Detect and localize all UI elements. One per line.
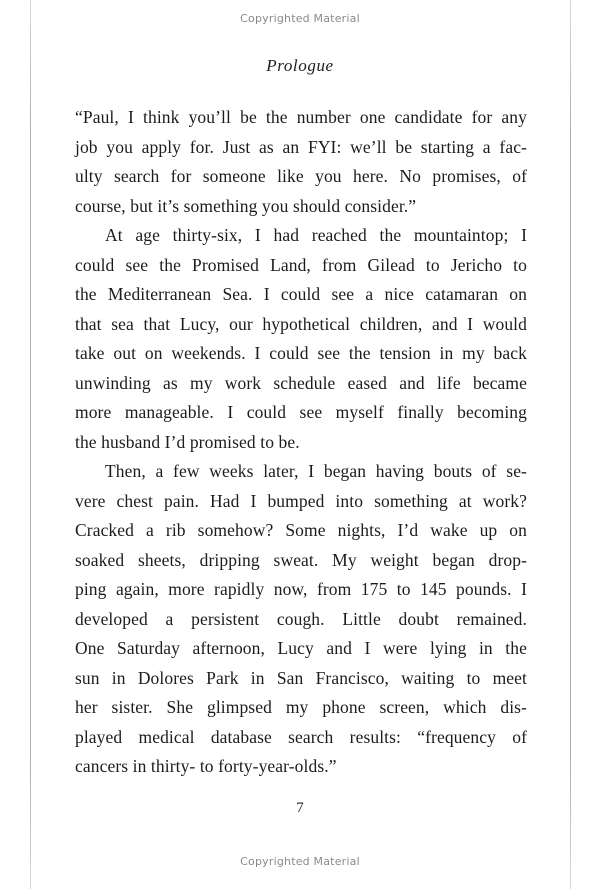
chapter-title: Prologue (266, 56, 334, 75)
paragraph (75, 457, 527, 782)
text-line: take out on weekends. I could see the tension in my back (75, 343, 527, 363)
text-line: cancers in thirty- to forty-year-olds.” (75, 756, 337, 776)
text-line: ping again, more rapidly now, from 175 to 145 pounds. I (75, 579, 527, 599)
text-line: “Paul, I think you’ll be the number one candidate for any (75, 107, 527, 127)
text-line: soaked sheets, dripping sweat. My weight began drop- (75, 549, 527, 570)
text-line: the husband I’d promised to be. (75, 431, 300, 452)
text-line: job you apply for. Just as an FYI: we’ll be starting a fac- (75, 136, 527, 157)
text-line: developed a persistent cough. Little doubt remained. (75, 608, 527, 629)
text-line: could see the Promised Land, from Gilead to Jericho to (75, 254, 527, 275)
text-line: One Saturday afternoon, Lucy and I were lying in the (75, 638, 527, 658)
copyright-notice-top: Copyrighted Material (240, 12, 360, 25)
page-edge-left (30, 0, 31, 889)
copyright-notice-bottom: Copyrighted Material (240, 855, 360, 868)
paragraph (75, 221, 527, 457)
text-line: more manageable. I could see myself finally becoming (75, 402, 527, 422)
text-line: vere chest pain. Had I bumped into something at work? (75, 490, 527, 511)
page-number: 7 (296, 800, 304, 816)
page-edge-right (570, 0, 571, 889)
text-line: played medical database search results: “frequency of (75, 726, 527, 747)
text-line: that sea that Lucy, our hypothetical children, and I would (75, 313, 527, 334)
text-line: sun in Dolores Park in San Francisco, waiting to meet (75, 667, 527, 688)
text-line: At age thirty-six, I had reached the mountaintop; I (105, 225, 527, 245)
text-line: Then, a few weeks later, I began having bouts of se- (105, 461, 527, 481)
text-line: the Mediterranean Sea. I could see a nice catamaran on (75, 284, 527, 304)
text-line: course, but it’s something you should consider.” (75, 195, 417, 216)
text-line: Cracked a rib somehow? Some nights, I’d wake up on (75, 520, 527, 540)
text-line: her sister. She glimpsed my phone screen, which dis- (75, 697, 527, 717)
text-line: ulty search for someone like you here. No promises, of (75, 166, 527, 186)
paragraph (75, 103, 527, 221)
text-line: unwinding as my work schedule eased and life became (75, 372, 527, 393)
body-text (75, 103, 527, 782)
